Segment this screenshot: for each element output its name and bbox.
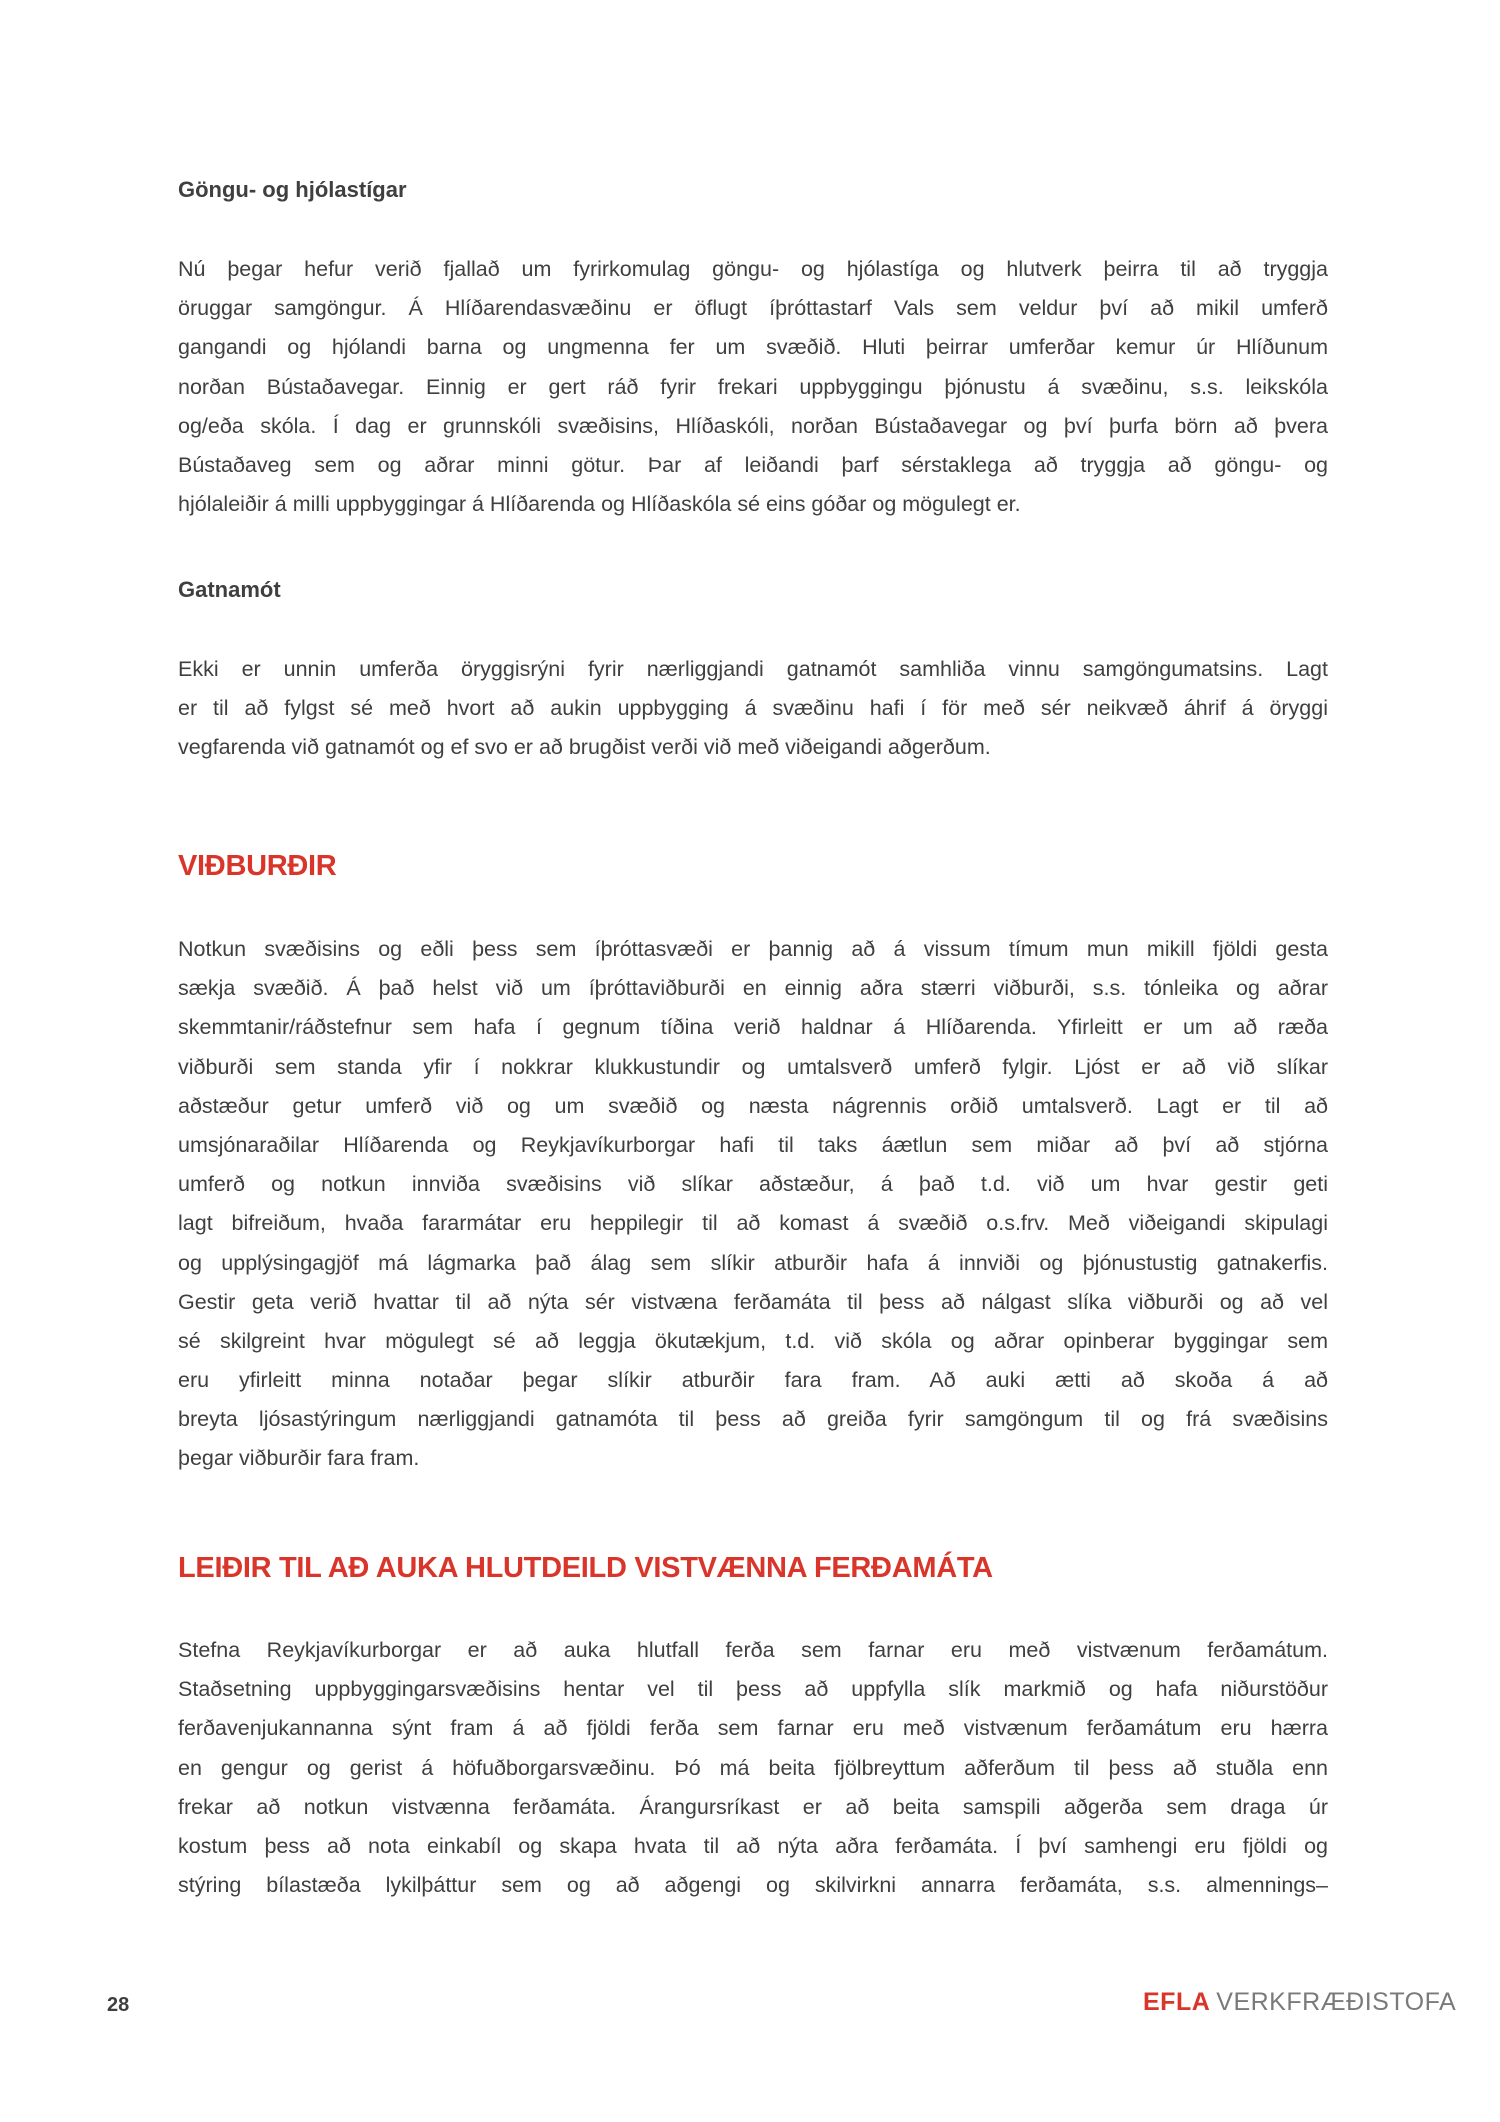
paragraph-gongu-og-hjolastigar <box>178 250 1328 524</box>
text-line: og/eða skóla. Í dag er grunnskóli svæðisins, Hlíðaskóli, norðan Bústaðavegar og því þurfa börn að þvera <box>178 413 1328 438</box>
subheading-gongu-og-hjolastigar: Göngu- og hjólastígar <box>178 177 407 202</box>
text-line: eru yfirleitt minna notaðar þegar slíkir atburðir fara fram. Að auki ætti að skoða á að <box>178 1368 1328 1393</box>
text-line: umferð og notkun innviða svæðisins við slíkar aðstæður, á það t.d. við um hvar gestir geti <box>178 1172 1328 1197</box>
text-line: Bústaðaveg sem og aðrar minni götur. Þar af leiðandi þarf sérstaklega að tryggja að göngu- og <box>178 452 1328 477</box>
text-line: norðan Bústaðavegar. Einnig er gert ráð fyrir frekari uppbyggingu þjónustu á svæðinu, s.s. leikskóla <box>178 374 1328 399</box>
text-line: vegfarenda við gatnamót og ef svo er að brugðist verði við með viðeigandi aðgerðum. <box>178 735 991 760</box>
text-line: Nú þegar hefur verið fjallað um fyrirkomulag göngu- og hjólastíga og hlutverk þeirra til að tryggja <box>178 257 1328 281</box>
brand-name-efla: EFLA <box>1143 1988 1211 2016</box>
text-line: hjólaleiðir á milli uppbyggingar á Hlíðarenda og Hlíðaskóla sé eins góðar og mögulegt er. <box>178 492 1021 517</box>
text-line: gangandi og hjólandi barna og ungmenna fer um svæðið. Hluti þeirrar umferðar kemur úr Hlíðunum <box>178 335 1328 360</box>
page-number: 28 <box>107 1994 130 2016</box>
brand-name-verkfraedistofa: VERKFRÆÐISTOFA <box>1216 1988 1457 2016</box>
text-line: umsjónaraðilar Hlíðarenda og Reykjavíkurborgar hafi til taks áætlun sem miðar að því að stjórna <box>178 1132 1328 1157</box>
text-line: kostum þess að nota einkabíl og skapa hvata til að nýta aðra ferðamáta. Í því samhengi eru fjöldi og <box>178 1833 1328 1858</box>
text-line: stýring bílastæða lykilþáttur sem og að aðgengi og skilvirkni annarra ferðamáta, s.s. almennings– <box>178 1873 1328 1898</box>
text-line: ferðavenjukannanna sýnt fram á að fjöldi ferða sem farnar eru með vistvænum ferðamátum eru hærra <box>178 1716 1328 1741</box>
paragraph-vidburdir <box>178 930 1328 1479</box>
text-line: aðstæður getur umferð við og um svæðið og næsta nágrennis orðið umtalsverð. Lagt er til að <box>178 1093 1328 1118</box>
text-line: skemmtanir/ráðstefnur sem hafa í gegnum tíðina verið haldnar á Hlíðarenda. Yfirleitt er um að ræða <box>178 1015 1328 1040</box>
footer-brand-logo <box>1143 1988 1456 2017</box>
text-line: Gestir geta verið hvattar til að nýta sér vistvæna ferðamáta til þess að nálgast slíka viðburði og að vel <box>178 1289 1328 1314</box>
text-line: viðburði sem standa yfir í nokkrar klukkustundir og umtalsverð umferð fylgir. Ljóst er að við slíkar <box>178 1054 1328 1079</box>
text-line: sé skilgreint hvar mögulegt sé að leggja ökutækjum, t.d. við skóla og aðrar opinberar byggingar sem <box>178 1328 1328 1353</box>
text-line: lagt bifreiðum, hvaða fararmátar eru heppilegir til að komast á svæðið o.s.frv. Með viðeigandi skipulagi <box>178 1211 1328 1236</box>
paragraph-gatnamot <box>178 650 1328 768</box>
text-line: frekar að notkun vistvænna ferðamáta. Árangursríkast er að beita samspili aðgerða sem draga úr <box>178 1794 1328 1819</box>
text-line: og upplýsingagjöf má lágmarka það álag sem slíkir atburðir hafa á innviði og þjónustustig gatnakerfis. <box>178 1250 1328 1275</box>
text-line: er til að fylgst sé með hvort að aukin uppbygging á svæðinu hafi í för með sér neikvæð áhrif á öryggi <box>178 696 1328 721</box>
text-line: sækja svæðið. Á það helst við um íþróttaviðburði en einnig aðra stærri viðburði, s.s. tónleika og aðrar <box>178 976 1328 1001</box>
text-line: en gengur og gerist á höfuðborgarsvæðinu. Þó má beita fjölbreyttum aðferðum til þess að stuðla enn <box>178 1755 1328 1780</box>
text-line: öruggar samgöngur. Á Hlíðarendasvæðinu er öflugt íþróttastarf Vals sem veldur því að mikil umferð <box>178 296 1328 321</box>
section-heading-vidburdir: VIÐBURÐIR <box>178 850 337 882</box>
paragraph-leidir-til-ad-auka <box>178 1631 1328 1905</box>
text-line: breyta ljósastýringum nærliggjandi gatnamóta til þess að greiða fyrir samgöngum til og frá svæðisins <box>178 1407 1328 1432</box>
subheading-gatnamot: Gatnamót <box>178 577 281 602</box>
text-line: þegar viðburðir fara fram. <box>178 1446 420 1471</box>
text-line: Staðsetning uppbyggingarsvæðisins hentar vel til þess að uppfylla slík markmið og hafa niðurstöður <box>178 1677 1328 1702</box>
text-line: Ekki er unnin umferða öryggisrýni fyrir nærliggjandi gatnamót samhliða vinnu samgöngumatsins. Lagt <box>178 657 1328 681</box>
text-line: Stefna Reykjavíkurborgar er að auka hlutfall ferða sem farnar eru með vistvænum ferðamátum. <box>178 1638 1328 1662</box>
text-line: Notkun svæðisins og eðli þess sem íþróttasvæði er þannig að á vissum tímum mun mikill fjöldi gesta <box>178 937 1328 961</box>
section-heading-leidir-til-ad-auka: LEIÐIR TIL AÐ AUKA HLUTDEILD VISTVÆNNA FERÐAMÁTA <box>178 1552 993 1584</box>
